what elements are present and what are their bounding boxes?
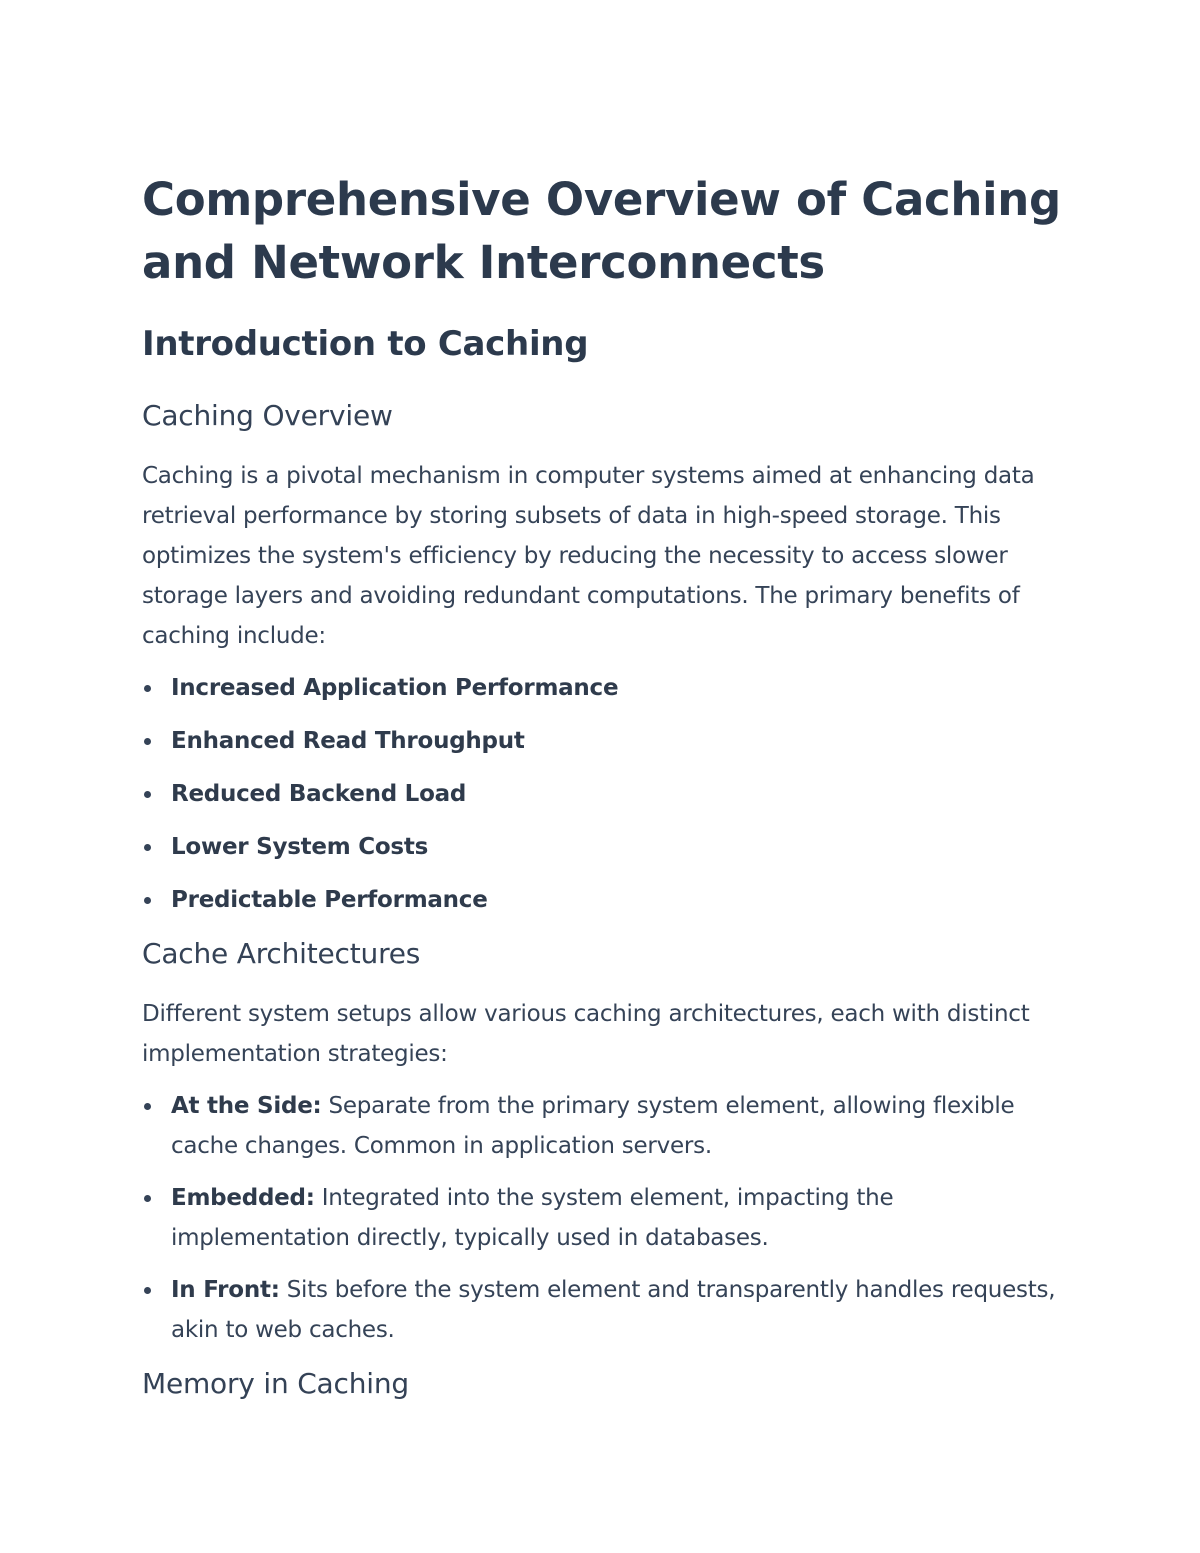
list-item [142, 774, 1072, 814]
architecture-description: Integrated into the system element, impacting the implementation directly, typically used in databases. [171, 1185, 894, 1251]
architecture-description: Separate from the primary system element, allowing flexible cache changes. Common in application servers. [171, 1093, 1015, 1159]
architecture-term: At the Side: [171, 1093, 322, 1119]
subsection-heading-caching-overview: Caching Overview [142, 399, 393, 432]
bullet-icon [144, 844, 151, 851]
architecture-term: Embedded: [171, 1185, 315, 1211]
subsection-heading-cache-architectures: Cache Architectures [142, 937, 421, 970]
list-item [142, 668, 1072, 708]
benefit-label: Increased Application Performance [171, 675, 619, 701]
bullet-icon [144, 791, 151, 798]
benefit-label: Predictable Performance [171, 887, 488, 913]
document-page [142, 168, 1072, 1402]
benefits-list [142, 668, 1072, 920]
bullet-icon [144, 1195, 151, 1202]
list-item [142, 827, 1072, 867]
bullet-icon [144, 1103, 151, 1110]
architectures-list [142, 1086, 1072, 1350]
subsection-heading-memory-in-caching: Memory in Caching [142, 1367, 409, 1400]
benefit-label: Reduced Backend Load [171, 781, 467, 807]
bullet-icon [144, 738, 151, 745]
benefit-label: Lower System Costs [171, 834, 429, 860]
list-item [142, 880, 1072, 920]
list-item [142, 1086, 1072, 1166]
caching-overview-paragraph: Caching is a pivotal mechanism in computer systems aimed at enhancing data retrieval performance by storing subsets of data in high-speed storage. This optimizes the system's efficiency by reducing the necessity to access slower storage layers and avoiding redundant computations. The primary benefits of caching include: [142, 463, 1035, 649]
document-title: Comprehensive Overview of Caching and Network Interconnects [142, 173, 1061, 289]
benefit-label: Enhanced Read Throughput [171, 728, 525, 754]
cache-architectures-paragraph: Different system setups allow various caching architectures, each with distinct implementation strategies: [142, 1001, 1030, 1067]
bullet-icon [144, 685, 151, 692]
architecture-description: Sits before the system element and transparently handles requests, akin to web caches. [171, 1277, 1056, 1343]
list-item [142, 1270, 1072, 1350]
list-item [142, 721, 1072, 761]
architecture-term: In Front: [171, 1277, 280, 1303]
list-item [142, 1178, 1072, 1258]
section-heading: Introduction to Caching [142, 324, 589, 364]
bullet-icon [144, 897, 151, 904]
bullet-icon [144, 1287, 151, 1294]
